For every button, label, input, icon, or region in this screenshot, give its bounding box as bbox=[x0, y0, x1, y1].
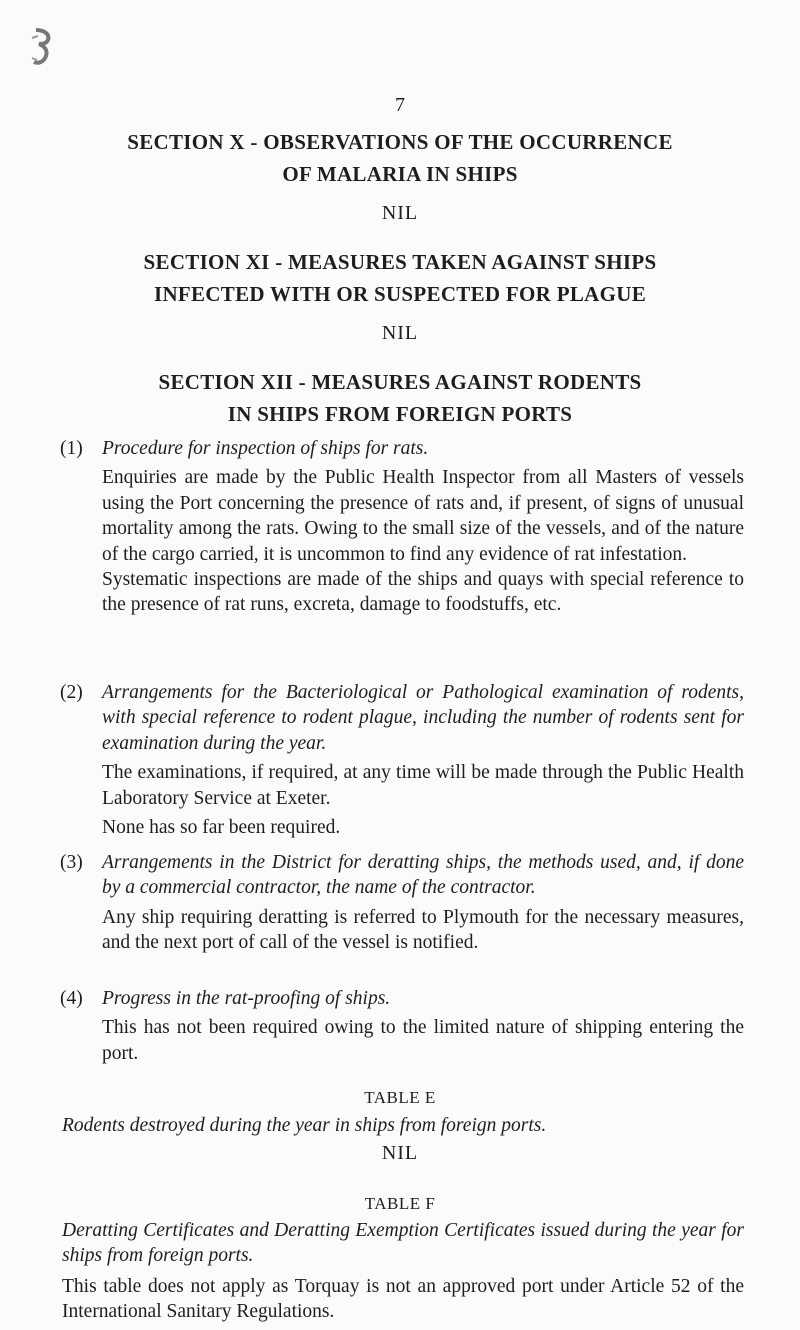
table-f-label: TABLE F bbox=[364, 1194, 436, 1213]
section-xi-heading-line-1: SECTION XI - MEASURES TAKEN AGAINST SHIPS bbox=[143, 250, 657, 274]
item-title: Arrangements for the Bacteriological or Pathological examination of rodents, with special reference to rodent plague, including the number of rodents sent for examination during the year. bbox=[102, 682, 744, 754]
item-4 bbox=[60, 986, 744, 1066]
item-paragraph: Systematic inspections are made of the ships and quays with special reference to the presence of rat runs, excreta, damage to foodstuffs, etc. bbox=[102, 569, 744, 616]
section-xi-heading bbox=[60, 246, 740, 310]
section-x-result: NIL bbox=[381, 202, 419, 224]
item-paragraph: Any ship requiring deratting is referred to Plymouth for the necessary measures, and the next port of call of the vessel is notified. bbox=[102, 906, 744, 954]
corner-stamp-icon bbox=[30, 28, 52, 68]
item-2 bbox=[60, 680, 744, 840]
section-xii-heading-line-1: SECTION XII - MEASURES AGAINST RODENTS bbox=[158, 370, 642, 394]
item-title: Arrangements in the District for deratting ships, the methods used, and, if done by a commercial contractor, the name of the contractor. bbox=[102, 852, 744, 899]
page-number: 7 bbox=[395, 94, 405, 116]
item-paragraph: None has so far been required. bbox=[102, 817, 341, 839]
item-3 bbox=[60, 850, 744, 956]
section-xi-result: NIL bbox=[381, 322, 419, 344]
item-paragraph: The examinations, if required, at any time will be made through the Public Health Laboratory Service at Exeter. bbox=[102, 762, 744, 809]
item-number: (3) bbox=[60, 852, 83, 873]
item-title: Progress in the rat-proofing of ships. bbox=[102, 988, 391, 1009]
section-x-heading bbox=[60, 126, 740, 190]
item-paragraph: This has not been required owing to the limited nature of shipping entering the port. bbox=[102, 1017, 744, 1064]
item-1 bbox=[60, 436, 744, 618]
section-x-heading-line-2: OF MALARIA IN SHIPS bbox=[282, 162, 518, 186]
table-e-caption: Rodents destroyed during the year in ships from foreign ports. bbox=[62, 1115, 547, 1136]
table-f-note: This table does not apply as Torquay is not an approved port under Article 52 of the International Sanitary Regulations. bbox=[62, 1276, 744, 1323]
item-number: (2) bbox=[60, 682, 83, 703]
section-xi-heading-line-2: INFECTED WITH OR SUSPECTED FOR PLAGUE bbox=[153, 282, 647, 306]
item-title: Procedure for inspection of ships for rats. bbox=[102, 438, 429, 459]
item-number: (4) bbox=[60, 988, 83, 1009]
table-e-label: TABLE E bbox=[364, 1088, 436, 1107]
item-paragraph: Enquiries are made by the Public Health Inspector from all Masters of vessels using the Port concerning the presence of rats and, if present, of signs of unusual mortality among the rats. Owing to the small size of the vessels, and of the nature of the cargo carried, it is uncommon to find any evidence of rat infestation. bbox=[102, 467, 744, 565]
table-e-result: NIL bbox=[381, 1142, 419, 1164]
section-x-heading-line-1: SECTION X - OBSERVATIONS OF THE OCCURRENCE bbox=[127, 130, 673, 154]
table-f-caption: Deratting Certificates and Deratting Exemption Certificates issued during the year for ships from foreign ports. bbox=[62, 1220, 744, 1267]
section-xii-heading bbox=[60, 366, 740, 430]
section-xii-heading-line-2: IN SHIPS FROM FOREIGN PORTS bbox=[227, 402, 573, 426]
item-number: (1) bbox=[60, 438, 83, 459]
